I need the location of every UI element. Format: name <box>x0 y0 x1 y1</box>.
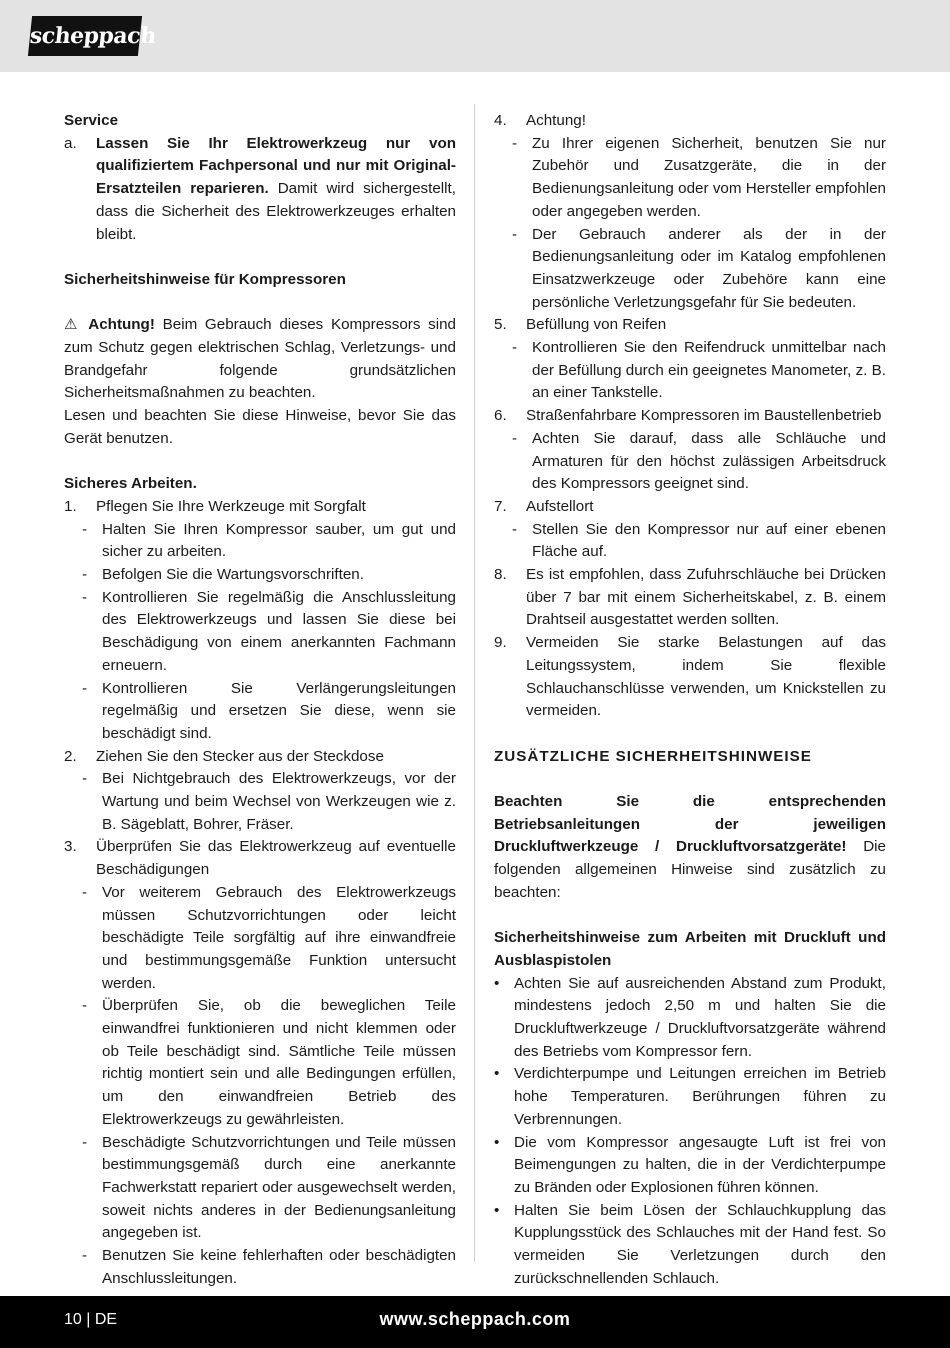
note-text: Die folgenden allgemeinen Hinweise sind zusätzlich zu beachten: <box>494 838 886 901</box>
warning-paragraph <box>64 314 456 405</box>
sub-item-text: Bei Nichtgebrauch des Elektrowerkzeugs, vor der Wartung und beim Wechsel von Werkzeugen wie z. B. Sägeblatt, Bohrer, Fräser. <box>102 770 456 833</box>
sub-item-text: Stellen Sie den Kompressor nur auf einer ebenen Fläche auf. <box>532 520 886 561</box>
read-paragraph: Lesen und beachten Sie diese Hinweise, bevor Sie das Gerät benutzen. <box>64 407 456 447</box>
item-text: Achtung! <box>526 112 586 129</box>
item-text: Pflegen Sie Ihre Werkzeuge mit Sorgfalt <box>96 497 366 515</box>
sub-item-text: Benutzen Sie keine fehlerhaften oder beschädigten Anschlussleitungen. <box>102 1247 456 1287</box>
compressor-heading: Sicherheitshinweise für Kompressoren <box>64 270 346 288</box>
column-divider <box>474 104 475 1262</box>
sub-item <box>64 768 456 836</box>
bullet-marker: • <box>494 1133 500 1151</box>
page-header <box>0 0 950 72</box>
sub-item <box>494 133 886 224</box>
bullet-list <box>494 973 886 1291</box>
item-text: Vermeiden Sie starke Belastungen auf das Leitungssystem, indem Sie flexible Schlauchanschlüsse verwenden, um Knickstellen zu vermeiden. <box>526 634 886 720</box>
list-item <box>494 632 886 723</box>
dash-marker: - <box>82 566 88 584</box>
sub-item-text: Überprüfen Sie, ob die beweglichen Teile einwandfrei funktionieren und nicht klemmen oder ob Teile beschädigt sind. Sämtliche Teile müssen richtig montiert sein und alle Bedingungen erfüllen, um den einwandfreien Betrieb des Elektrowerkzeugs zu gewährleisten. <box>102 997 456 1128</box>
sub-item-text: Achten Sie darauf, dass alle Schläuche und Armaturen für den höchst zulässigen Arbeitsdruck des Kompressors geeignet sind. <box>532 429 886 493</box>
bullet-marker: • <box>494 974 500 992</box>
air-safety-heading: Sicherheitshinweise zum Arbeiten mit Druckluft und Ausblaspistolen <box>494 929 886 969</box>
dash-marker: - <box>82 883 88 901</box>
item-number: 3. <box>64 838 77 856</box>
sub-item <box>64 995 456 1131</box>
bullet-item <box>494 1200 886 1291</box>
list-item <box>494 314 886 337</box>
item-text: Straßenfahrbare Kompressoren im Baustellenbetrieb <box>526 407 882 425</box>
sub-item <box>64 1132 456 1246</box>
dash-marker: - <box>512 339 518 357</box>
list-item <box>494 564 886 632</box>
warning-text: Beim Gebrauch dieses Kompressors sind zum Schutz gegen elektrischen Schlag, Verletzungs- und Brandgefahr folgende grundsätzlichen Sicherheitsmaßnahmen zu beachten. <box>64 316 456 402</box>
item-number: 6. <box>494 407 507 425</box>
bullet-item <box>494 1063 886 1131</box>
website-link[interactable]: www.scheppach.com <box>379 1309 571 1329</box>
dash-marker: - <box>82 997 88 1015</box>
note-bold: Beachten Sie die entsprechenden Betriebsanleitungen der jeweiligen Druckluftwerkzeuge / Druckluftvorsatzgeräte! <box>494 793 886 856</box>
item-text: Überprüfen Sie das Elektrowerkzeug auf eventuelle Beschädigungen <box>96 838 456 879</box>
service-item-text: Damit wird sichergestellt, dass die Sicherheit des Elektrowerkzeuges erhalten bleibt. <box>96 180 456 243</box>
sub-item <box>64 564 456 587</box>
list-item <box>64 836 456 881</box>
sub-item-text: Halten Sie Ihren Kompressor sauber, um gut und sicher zu arbeiten. <box>102 520 456 561</box>
page-number: 10 | DE <box>64 1311 118 1328</box>
list-item <box>494 405 886 428</box>
dash-marker: - <box>82 1133 88 1151</box>
sub-item-text: Vor weiterem Gebrauch des Elektrowerkzeugs müssen Schutzvorrichtungen oder leicht beschädigte Teile sorgfältig auf ihre einwandfreie und bestimmungsgemäße Funktion untersucht werden. <box>102 883 456 992</box>
list-item <box>494 496 886 519</box>
sub-item-text: Kontrollieren Sie den Reifendruck unmittelbar nach der Befüllung durch ein geeignetes Manometer, z. B. an einer Tankstelle. <box>532 339 886 402</box>
list-item <box>64 746 456 769</box>
left-column <box>64 110 456 1291</box>
item-number: 9. <box>494 634 507 652</box>
item-number: 5. <box>494 316 507 334</box>
bullet-marker: • <box>494 1065 500 1083</box>
warning-label: Achtung! <box>81 316 155 334</box>
sub-item <box>494 428 886 496</box>
bullet-item <box>494 1132 886 1200</box>
sub-item <box>494 519 886 564</box>
dash-marker: - <box>82 588 88 606</box>
right-column <box>494 110 886 1291</box>
page-footer <box>0 1296 950 1348</box>
item-number: 1. <box>64 497 77 515</box>
sub-item-text: Der Gebrauch anderer als der in der Bedienungsanleitung oder im Katalog empfohlenen Einsatzwerkzeuge oder Zubehöre kann eine persönliche Verletzungsgefahr für Sie bedeuten. <box>532 225 886 311</box>
note-paragraph <box>494 791 886 905</box>
service-item-bold: Lassen Sie Ihr Elektrowerkzeug nur von qualifiziertem Fachpersonal und nur mit Original-Ersatzteilen reparieren. <box>96 134 456 198</box>
sub-item-text: Beschädigte Schutzvorrichtungen und Teile müssen bestimmungsgemäß durch eine anerkannte Fachwerkstatt repariert oder ausgewechselt werden, soweit nichts anderes in der Bedienungsanleitung angegeben ist. <box>102 1133 456 1242</box>
sub-item <box>64 678 456 746</box>
item-number: 7. <box>494 497 507 515</box>
sub-item <box>494 224 886 315</box>
bullet-text: Achten Sie auf ausreichenden Abstand zum Produkt, mindestens jedoch 2,50 m und halten Sie die Druckluftwerkzeuge / Druckluftvorsatzgeräte während des Betriebs vom Kompressor fern. <box>514 974 886 1060</box>
scheppach-logo: scheppach <box>28 16 142 56</box>
sub-item <box>64 882 456 996</box>
service-item <box>64 133 456 247</box>
dash-marker: - <box>512 429 518 447</box>
sub-item-text: Kontrollieren Sie Verlängerungsleitungen regelmäßig und ersetzen Sie diese, wenn sie beschädigt sind. <box>102 679 456 742</box>
sub-item-text: Zu Ihrer eigenen Sicherheit, benutzen Sie nur Zubehör und Zusatzgeräte, die in der Bedienungsanleitung oder vom Hersteller empfohlen oder angegeben werden. <box>532 134 886 220</box>
item-number: 8. <box>494 566 507 584</box>
item-text <box>96 133 456 247</box>
service-heading: Service <box>64 112 119 129</box>
list-item <box>494 110 886 133</box>
dash-marker: - <box>82 770 88 788</box>
bullet-text: Die vom Kompressor angesaugte Luft ist frei von Beimengungen zu halten, die in der Verdichterpumpe zu Bränden oder Explosionen führen können. <box>514 1133 886 1196</box>
dash-marker: - <box>512 134 518 152</box>
dash-marker: - <box>82 1247 88 1265</box>
sub-item-text: Kontrollieren Sie regelmäßig die Anschlussleitung des Elektrowerkzeugs und lassen Sie diese bei Beschädigung von einem anerkannten Fachmann erneuern. <box>102 588 456 674</box>
item-text: Aufstellort <box>526 497 594 515</box>
sub-item-text: Befolgen Sie die Wartungsvorschriften. <box>102 566 364 584</box>
left-numbered-list <box>64 496 456 1291</box>
extra-safety-heading: ZUSÄTZLICHE SICHERHEITSHINWEISE <box>494 747 812 765</box>
dash-marker: - <box>512 225 518 243</box>
dash-marker: - <box>512 520 518 538</box>
dash-marker: - <box>82 679 88 697</box>
item-number: 4. <box>494 112 507 129</box>
list-item <box>64 496 456 519</box>
sub-item <box>64 587 456 678</box>
item-text: Ziehen Sie den Stecker aus der Steckdose <box>96 747 384 765</box>
item-text: Befüllung von Reifen <box>526 316 667 334</box>
dash-marker: - <box>82 520 88 538</box>
item-text: Es ist empfohlen, dass Zufuhrschläuche bei Drücken über 7 bar mit einem Sicherheitskabel, z. B. einem Drahtseil ausgestattet werden sollten. <box>526 566 886 629</box>
bullet-text: Verdichterpumpe und Leitungen erreichen im Betrieb hohe Temperaturen. Berührungen führen zu Verbrennungen. <box>514 1065 886 1128</box>
item-number: 2. <box>64 747 77 765</box>
sub-item <box>494 337 886 405</box>
safe-work-heading: Sicheres Arbeiten. <box>64 475 197 493</box>
bullet-marker: • <box>494 1201 500 1219</box>
bullet-text: Halten Sie beim Lösen der Schlauchkupplung das Kupplungsstück des Schlauches mit der Hand fest. So vermeiden Sie Verletzungen durch den zurückschnellenden Schlauch. <box>514 1201 886 1287</box>
sub-item <box>64 519 456 564</box>
right-numbered-list <box>494 110 886 723</box>
warning-icon: ⚠ <box>64 316 82 334</box>
sub-item <box>64 1245 456 1290</box>
item-number: a. <box>64 134 77 152</box>
bullet-item <box>494 973 886 1064</box>
